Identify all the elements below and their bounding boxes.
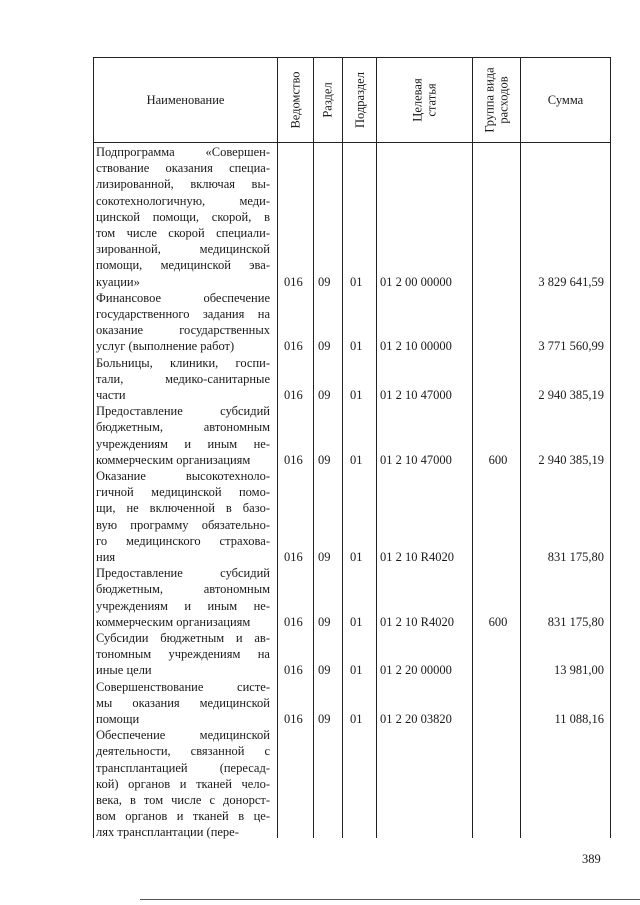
row-sum: 831 175,80 — [547, 614, 604, 629]
row-name-line: бюджетным, автономным — [96, 420, 270, 435]
row-section: 09 — [318, 663, 331, 678]
row-name-line: деятельности, связанной с — [96, 744, 270, 759]
row-subsection: 01 — [350, 452, 363, 467]
row-name-line: Больницы, клиники, госпи- — [96, 355, 270, 370]
header-target-line1: Целевая — [410, 78, 425, 122]
header-name — [94, 58, 277, 142]
row-subsection: 01 — [350, 712, 363, 726]
header-dept — [278, 58, 313, 142]
row-dept: 016 — [284, 388, 303, 402]
row-dept: 016 — [284, 452, 303, 467]
row-sum: 2 940 385,19 — [538, 388, 604, 402]
row-name-line: Обеспечение медицинской — [96, 728, 270, 743]
row-name-line: государственного задания на — [96, 307, 270, 321]
row-name — [96, 355, 270, 404]
header-section-text: Раздел — [321, 82, 336, 118]
row-name-line: Финансовое обеспечение — [96, 290, 270, 305]
row-name-line: цинской помощи, скорой, в — [96, 209, 270, 224]
row-dept: 016 — [284, 339, 303, 354]
row-section: 09 — [318, 614, 331, 629]
row-name — [96, 565, 270, 630]
row-name-line: щи, не включенной в базо- — [96, 501, 270, 516]
row-subsection: 01 — [350, 550, 363, 564]
row-name-line: бюджетным, автономным — [96, 582, 270, 597]
row-target: 01 2 20 03820 — [380, 712, 452, 726]
header-subsection — [343, 58, 376, 142]
row-target: 01 2 10 R4020 — [380, 550, 454, 564]
row-name — [96, 679, 270, 728]
row-name-line: коммерческим организациям — [96, 452, 251, 467]
header-sum-text: Сумма — [547, 93, 584, 107]
row-sum: 13 981,00 — [554, 663, 604, 678]
row-name — [96, 468, 270, 565]
row-target: 01 2 10 00000 — [380, 339, 452, 354]
header-name-text: Наименование — [146, 93, 225, 107]
row-name-line: учреждениям и иным не- — [96, 598, 270, 613]
header-target — [377, 58, 472, 142]
col-border-name — [277, 57, 278, 838]
row-name-line: услуг (выполнение работ) — [96, 339, 235, 354]
row-name — [96, 630, 270, 679]
row-group: 600 — [488, 452, 508, 467]
row-name-line: тономным учреждениям на — [96, 647, 270, 662]
row-target: 01 2 10 47000 — [380, 388, 452, 402]
row-name-line: ствование оказания специа- — [96, 161, 270, 176]
col-border-right — [610, 57, 611, 838]
row-name-line: мы оказания медицинской — [96, 695, 270, 710]
row-subsection: 01 — [350, 274, 363, 289]
row-name — [96, 144, 270, 290]
row-name-line: иные цели — [96, 663, 152, 678]
header-target-line2: статья — [424, 83, 439, 117]
row-subsection: 01 — [350, 663, 363, 678]
row-section: 09 — [318, 339, 331, 354]
row-sum: 831 175,80 — [547, 550, 604, 564]
col-border-left — [93, 57, 94, 838]
row-dept: 016 — [284, 663, 303, 678]
footer-rule — [140, 899, 640, 900]
row-sum: 3 829 641,59 — [538, 274, 604, 289]
col-border-section — [342, 57, 343, 838]
row-name-line: помощи — [96, 712, 140, 726]
row-name-line: сокотехнологичную, меди- — [96, 193, 270, 208]
row-name-line: части — [96, 388, 126, 402]
row-name-line: Предоставление субсидий — [96, 566, 270, 581]
header-subsection-text: Подраздел — [352, 72, 367, 128]
row-section: 09 — [318, 388, 331, 402]
row-name-line: вую программу обязательно- — [96, 517, 270, 532]
row-name-line: учреждениям и иным не- — [96, 436, 270, 451]
row-dept: 016 — [284, 614, 303, 629]
row-section: 09 — [318, 550, 331, 564]
row-name-line: ния — [96, 550, 116, 565]
row-dept: 016 — [284, 274, 303, 289]
row-name-line: вом органов и тканей в це- — [96, 809, 270, 824]
row-name-line: Субсидии бюджетным и ав- — [96, 631, 270, 645]
row-sum: 2 940 385,19 — [538, 452, 604, 467]
row-name — [96, 290, 270, 355]
row-name-line: оказание государственных — [96, 323, 270, 338]
row-name-line: го медицинского страхова- — [96, 533, 270, 548]
row-name-line: кой) органов и тканей чело- — [96, 776, 270, 791]
row-name-line: зированной, медицинской — [96, 242, 270, 257]
col-border-subsection — [376, 57, 377, 838]
row-name-line: тали, медико-санитарные — [96, 371, 270, 386]
row-name-line: гичной медицинской помо- — [96, 485, 270, 500]
header-group-line2: расходов — [496, 76, 511, 124]
row-name-line: помощи, медицинской эва- — [96, 258, 270, 273]
row-section: 09 — [318, 712, 331, 726]
page-number: 389 — [582, 852, 601, 866]
row-name-line: куации» — [96, 274, 140, 289]
header-dept-text: Ведомство — [288, 71, 303, 129]
header-bottom-border — [93, 142, 611, 143]
row-name-line: Оказание высокотехноло- — [96, 469, 270, 483]
row-name-line: трансплантацией (пересад- — [96, 760, 270, 775]
header-group — [473, 58, 520, 142]
row-sum: 3 771 560,99 — [538, 339, 604, 354]
row-name-line: Совершенствование систе- — [96, 679, 270, 694]
row-target: 01 2 00 00000 — [380, 274, 452, 289]
row-dept: 016 — [284, 550, 303, 564]
row-subsection: 01 — [350, 388, 363, 402]
header-section — [314, 58, 342, 142]
row-name-line: коммерческим организациям — [96, 614, 251, 629]
row-target: 01 2 20 00000 — [380, 663, 452, 678]
row-target: 01 2 10 R4020 — [380, 614, 454, 629]
header-group-line1: Группа вида — [482, 67, 497, 133]
header-sum — [521, 58, 610, 142]
row-subsection: 01 — [350, 614, 363, 629]
row-section: 09 — [318, 452, 331, 467]
row-subsection: 01 — [350, 339, 363, 354]
row-name-line: Предоставление субсидий — [96, 404, 270, 419]
row-name-line: века, в том числе с донорст- — [96, 793, 270, 807]
row-name-line: том числе скорой специали- — [96, 226, 270, 241]
row-name-line: Подпрограмма «Совершен- — [96, 145, 270, 159]
row-name-line: лях трансплантации (пере- — [96, 825, 239, 840]
row-group: 600 — [488, 614, 508, 629]
row-name — [96, 403, 270, 468]
row-name-line: лизированной, включая вы- — [96, 177, 270, 192]
row-sum: 11 088,16 — [554, 712, 604, 726]
row-name — [96, 727, 270, 840]
row-target: 01 2 10 47000 — [380, 452, 452, 467]
row-section: 09 — [318, 274, 331, 289]
row-dept: 016 — [284, 712, 303, 726]
